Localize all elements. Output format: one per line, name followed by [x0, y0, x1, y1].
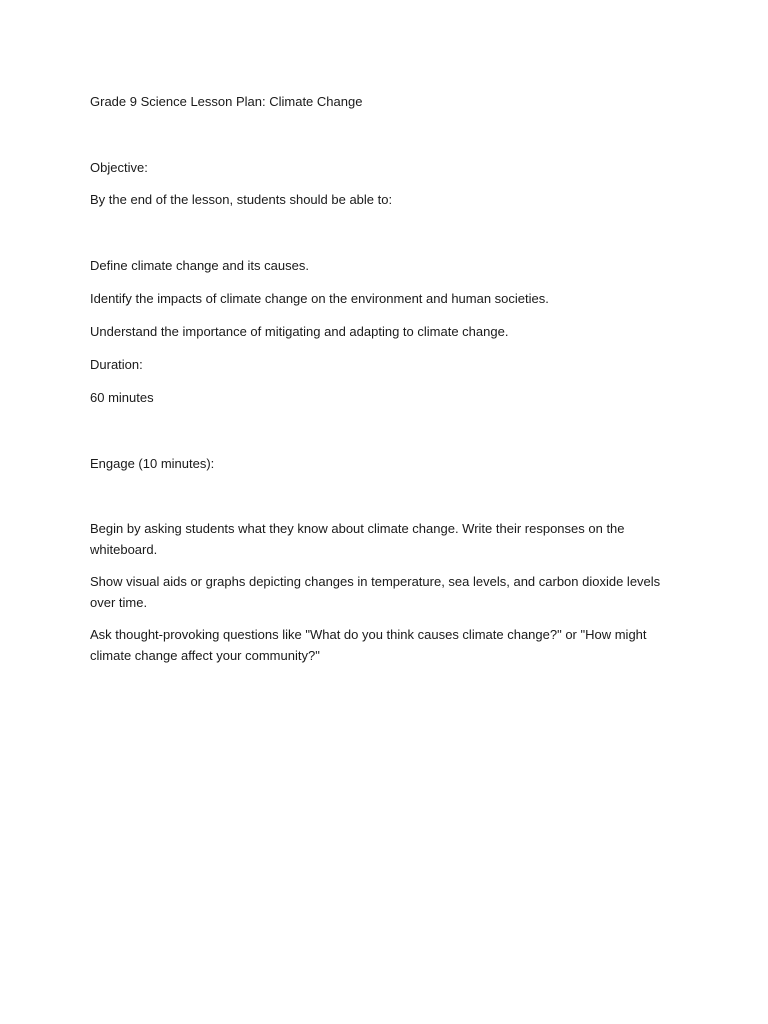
duration-value: 60 minutes [90, 390, 154, 405]
objective-item: Define climate change and its causes. [90, 258, 309, 273]
objective-intro: By the end of the lesson, students should be able to: [90, 192, 393, 207]
objective-item: Understand the importance of mitigating and adapting to climate change. [90, 324, 509, 339]
objective-item: Identify the impacts of climate change on the environment and human societies. [90, 291, 549, 306]
document-title: Grade 9 Science Lesson Plan: Climate Change [90, 94, 363, 109]
objective-heading: Objective: [90, 160, 148, 175]
engage-heading: Engage (10 minutes): [90, 456, 215, 471]
duration-heading: Duration: [90, 357, 143, 372]
engage-item: Begin by asking students what they know about climate change. Write their responses on the whiteboard. [90, 521, 625, 557]
engage-item: Ask thought-provoking questions like "What do you think causes climate change?" or "How might climate change affect your community?" [90, 627, 647, 663]
engage-item: Show visual aids or graphs depicting changes in temperature, sea levels, and carbon dioxide levels over time. [90, 574, 661, 610]
